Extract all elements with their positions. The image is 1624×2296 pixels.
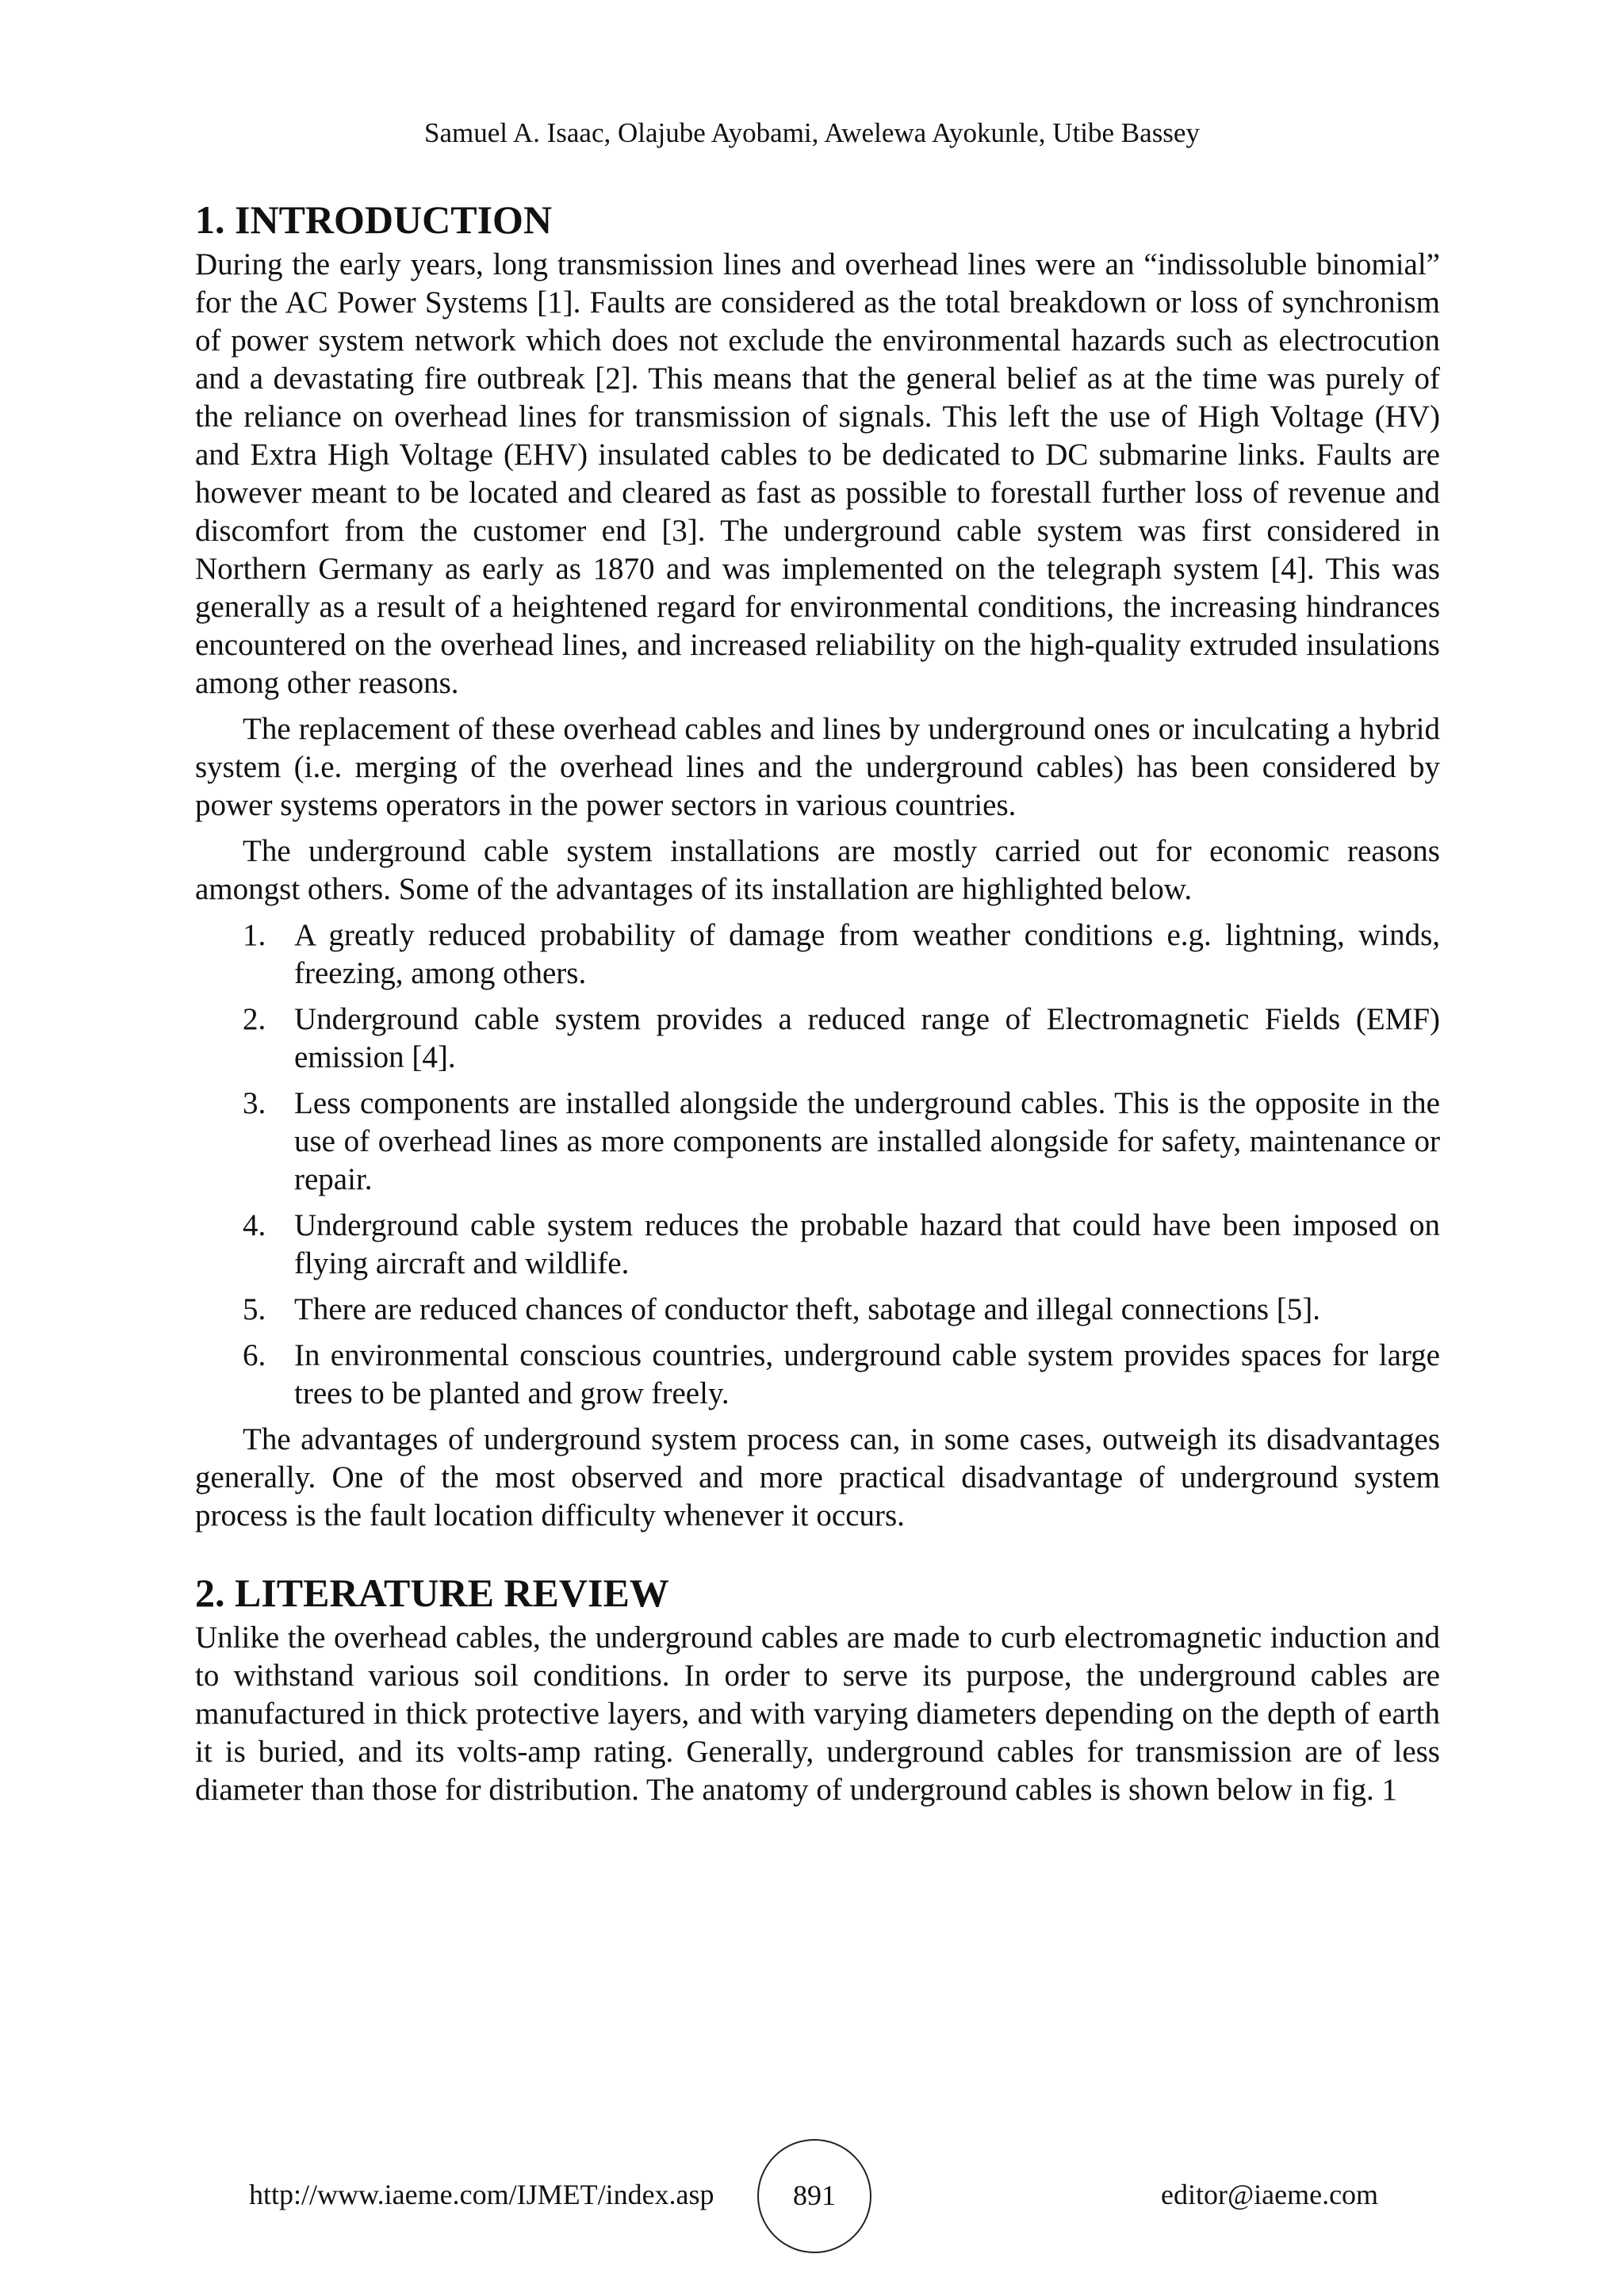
list-number: 4. — [243, 1208, 266, 1242]
list-number: 3. — [243, 1086, 266, 1120]
paragraph: The advantages of underground system process can, in some cases, outweigh its disadvantages generally. One of the most observed and more practical disadvantage of underground system process is the fault location difficulty whenever it occurs. — [195, 1422, 1440, 1533]
list-number: 6. — [243, 1338, 266, 1372]
list-item-text: Less components are installed alongside the underground cables. This is the opposite in the use of overhead lines as more components are installed alongside for safety, maintenance or repair. — [294, 1086, 1440, 1196]
advantages-list — [195, 916, 1440, 1413]
page-number: 891 — [757, 2139, 871, 2253]
list-item-text: There are reduced chances of conductor theft, sabotage and illegal connections [5]. — [294, 1292, 1320, 1326]
article-body — [195, 197, 1440, 1809]
list-item — [195, 916, 1440, 993]
section-heading-literature-review: 2. LITERATURE REVIEW — [195, 1571, 669, 1615]
paragraph: During the early years, long transmission lines and overhead lines were an “indissoluble binomial” for the AC Power Systems [1]. Faults are considered as the total breakdown or loss of synchronism of power system network which does not exclude the environmental hazards such as electrocution and a devastating fire outbreak [2]. This means that the general belief as at the time was purely of the reliance on overhead lines for transmission of signals. This left the use of High Voltage (HV) and Extra High Voltage (EHV) insulated cables to be dedicated to DC submarine links. Faults are however meant to be located and cleared as fast as possible to forestall further loss of revenue and discomfort from the customer end [3]. The underground cable system was first considered in Northern Germany as early as 1870 and was implemented on the telegraph system [4]. This was generally as a result of a heightened regard for environmental conditions, the increasing hindrances encountered on the overhead lines, and increased reliability on the high-quality extruded insulations among other reasons. — [195, 247, 1440, 700]
paragraph: The underground cable system installations are mostly carried out for economic reasons amongst others. Some of the advantages of its installation are highlighted below. — [195, 834, 1440, 906]
list-item — [195, 1085, 1440, 1199]
footer-email-link[interactable]: editor@iaeme.com — [1161, 2179, 1379, 2210]
list-item — [195, 1001, 1440, 1077]
list-item-text: Underground cable system provides a reduced range of Electromagnetic Fields (EMF) emission [4]. — [294, 1002, 1440, 1074]
list-item — [195, 1207, 1440, 1283]
list-item-text: Underground cable system reduces the probable hazard that could have been imposed on flying aircraft and wildlife. — [294, 1208, 1440, 1280]
section-heading-introduction: 1. INTRODUCTION — [195, 197, 553, 242]
list-item — [195, 1337, 1440, 1413]
running-header: Samuel A. Isaac, Olajube Ayobami, Awelewa Ayokunle, Utibe Bassey — [424, 117, 1200, 148]
paragraph: Unlike the overhead cables, the underground cables are made to curb electromagnetic induction and to withstand various soil conditions. In order to serve its purpose, the underground cables are manufactured in thick protective layers, and with varying diameters depending on the depth of earth it is buried, and its volts-amp rating. Generally, underground cables for transmission are of less diameter than those for distribution. The anatomy of underground cables is shown below in fig. 1 — [195, 1621, 1440, 1807]
footer-url-link[interactable]: http://www.iaeme.com/IJMET/index.asp — [249, 2179, 714, 2210]
list-number: 2. — [243, 1002, 266, 1036]
paragraph: The replacement of these overhead cables and lines by underground ones or inculcating a hybrid system (i.e. merging of the overhead lines and the underground cables) has been considered by power systems operators in the power sectors in various countries. — [195, 712, 1440, 822]
list-item-text: A greatly reduced probability of damage from weather conditions e.g. lightning, winds, freezing, among others. — [294, 918, 1440, 990]
list-item-text: In environmental conscious countries, underground cable system provides spaces for large trees to be planted and grow freely. — [294, 1338, 1440, 1410]
list-number: 1. — [243, 918, 266, 952]
list-item — [195, 1291, 1440, 1329]
list-number: 5. — [243, 1292, 266, 1326]
